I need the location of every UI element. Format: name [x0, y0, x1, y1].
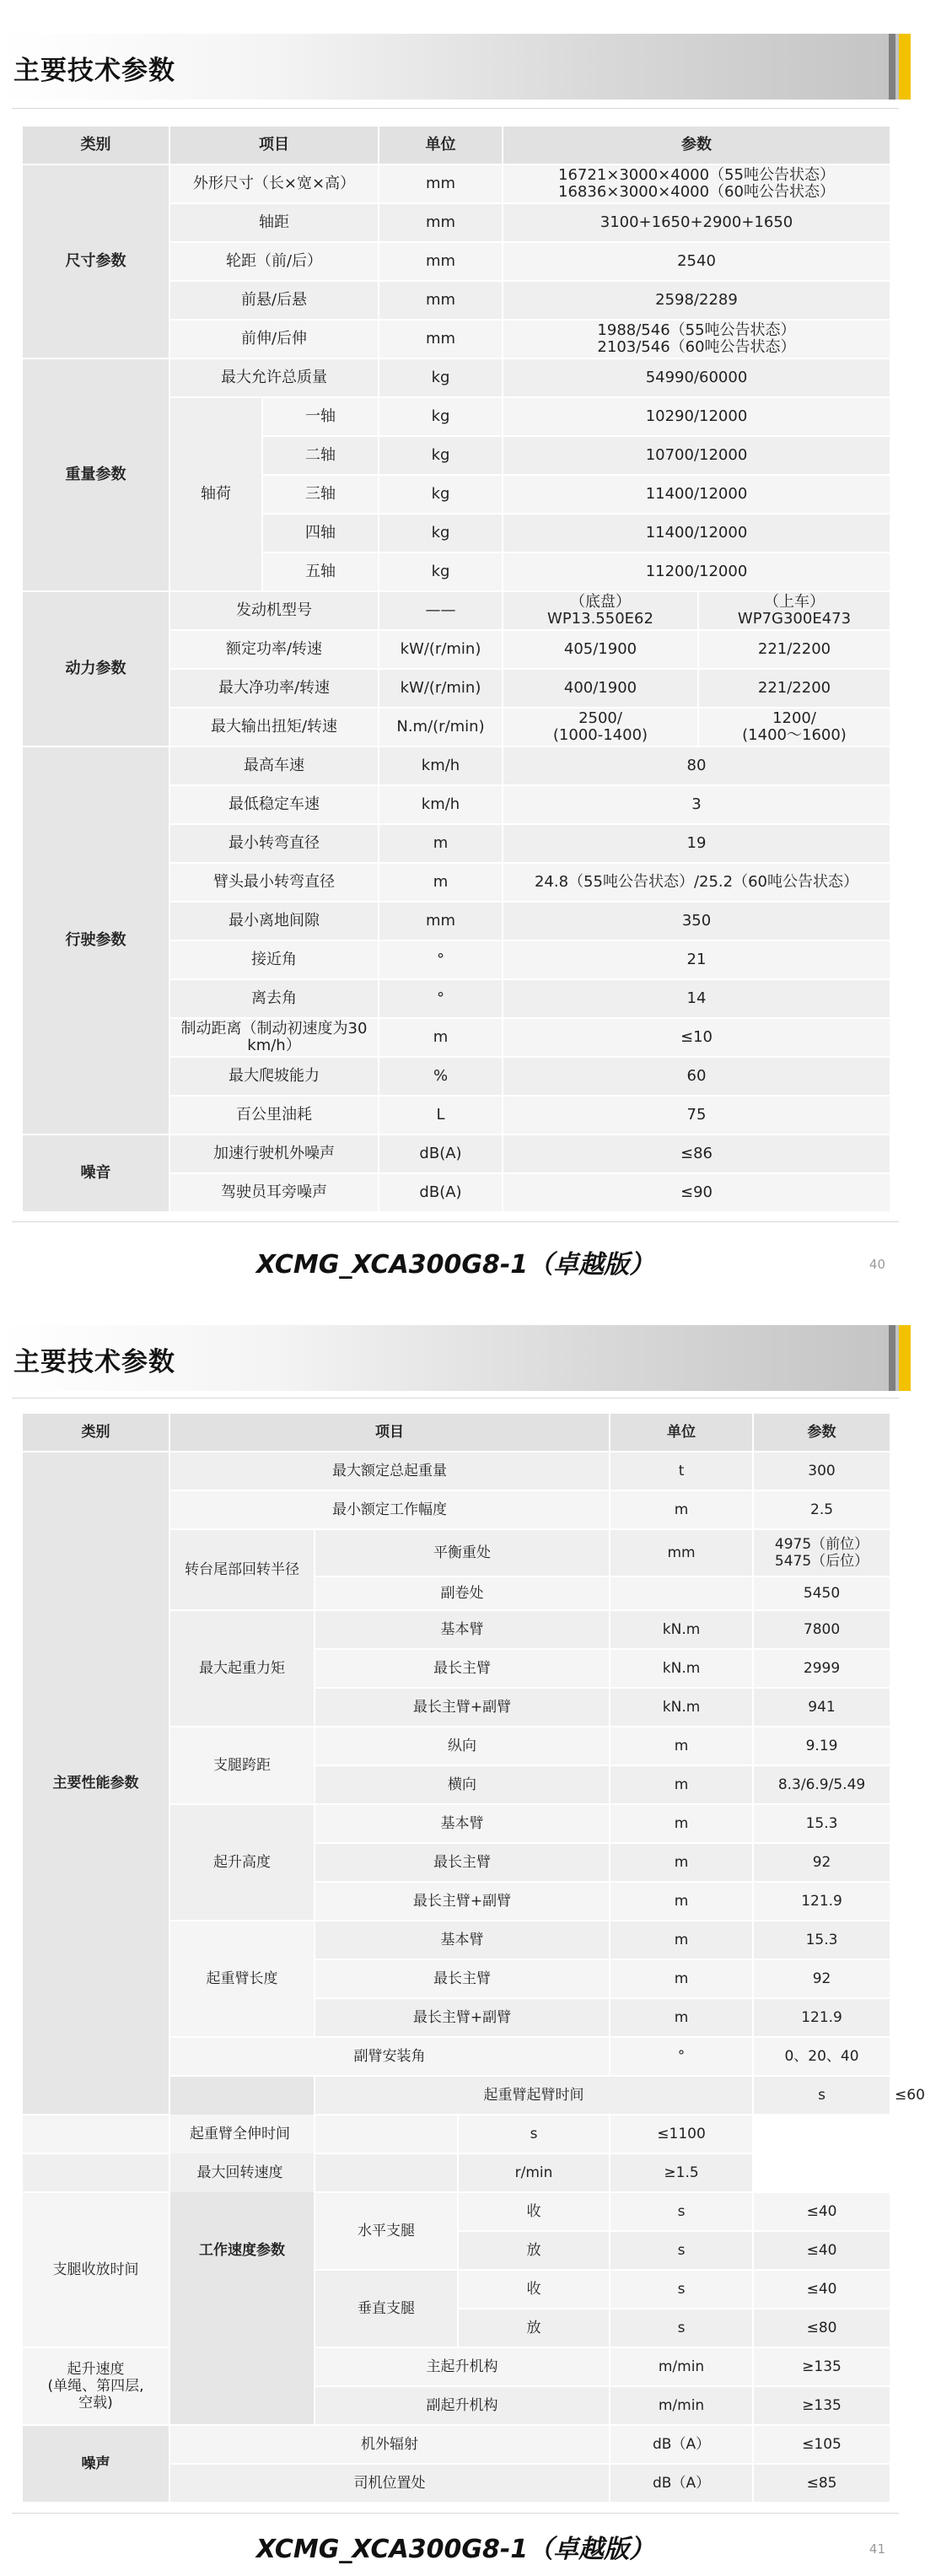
value-lift-height: 15.3 — [753, 1804, 890, 1843]
value-torque-upper: 1200/ (1400～1600) — [698, 708, 890, 746]
header-accent-yellow — [899, 34, 911, 100]
unit-luff-time: s — [753, 2076, 890, 2115]
item-span: 纵向 — [315, 1727, 610, 1765]
item-noise-cab: 司机位置处 — [169, 2464, 610, 2503]
value-noise-cab: ≤85 — [753, 2464, 890, 2503]
unit-max-mass: kg — [379, 358, 503, 397]
axle-value: 10700/12000 — [503, 436, 890, 475]
item-boom-length: 最长主臂 — [315, 1959, 610, 1998]
value-max-mass: 54990/60000 — [503, 358, 890, 397]
unit-wheelbase: mm — [379, 203, 503, 242]
value-engine-chassis: （底盘） WP13.550E62 — [503, 591, 698, 630]
unit-jib-angle: ° — [610, 2037, 753, 2076]
header-value: 参数 — [753, 1413, 890, 1452]
item-telescope-time: 起重臂全伸时间 — [22, 2115, 458, 2153]
unit-overhang: mm — [379, 281, 503, 320]
unit-min-radius: m — [610, 1490, 753, 1529]
item-max-load: 最大额定总起重量 — [169, 1452, 610, 1490]
table-row — [22, 1134, 890, 1173]
item-rated-power: 额定功率/转速 — [169, 630, 379, 669]
item-noise-out: 加速行驶机外噪声 — [169, 1134, 379, 1173]
footer-model-title: XCMG_XCA300G8-1（卓越版） — [255, 2535, 655, 2564]
axle-value: 11200/12000 — [503, 552, 890, 591]
unit-noise-in: dB(A) — [379, 1173, 503, 1212]
unit-lift-height: m — [610, 1843, 753, 1882]
unit-dims: mm — [379, 164, 503, 203]
table-row — [22, 1452, 890, 1490]
value-net-power-upper: 221/2200 — [698, 669, 890, 708]
unit-telescope-time: s — [458, 2115, 610, 2153]
item-max-speed: 最高车速 — [169, 746, 379, 785]
unit-outrigger: s — [610, 2270, 753, 2309]
page-number: 41 — [869, 2541, 885, 2557]
unit-net-power: kW/(r/min) — [379, 669, 503, 708]
unit-outrigger: s — [610, 2309, 753, 2347]
unit-track: mm — [379, 242, 503, 281]
axle-label: 二轴 — [262, 436, 379, 475]
unit-span: m — [610, 1765, 753, 1804]
unit-main-hoist: m/min — [610, 2347, 753, 2386]
header-accent-gray — [889, 1325, 895, 1391]
value-approach: 21 — [503, 940, 890, 979]
value-aux-hoist: ≥135 — [753, 2386, 890, 2425]
value-jib-angle: 0、20、40 — [753, 2037, 890, 2076]
item-moment: 最长主臂 — [315, 1649, 610, 1688]
header-item: 项目 — [169, 126, 379, 164]
value-span: 8.3/6.9/5.49 — [753, 1765, 890, 1804]
retract-label: 收 — [458, 2192, 610, 2231]
unit-min-turn: m — [379, 824, 503, 863]
unit-rated-power: kW/(r/min) — [379, 630, 503, 669]
lift-height-label: 起升高度 — [169, 1804, 315, 1921]
item-min-turn: 最小转弯直径 — [169, 824, 379, 863]
outrigger-span-label: 支腿跨距 — [169, 1727, 315, 1804]
value-extension: 1988/546（55吨公告状态） 2103/546（60吨公告状态） — [503, 320, 890, 358]
axle-load-label: 轴荷 — [169, 397, 262, 591]
header-category: 类别 — [22, 1413, 169, 1452]
unit-lift-height: m — [610, 1804, 753, 1843]
value-max-load: 300 — [753, 1452, 890, 1490]
category-weight: 重量参数 — [22, 358, 169, 591]
table-row — [22, 164, 890, 203]
value-main-hoist: ≥135 — [753, 2347, 890, 2386]
category-noise: 噪音 — [22, 1134, 169, 1212]
unit-moment: kN.m — [610, 1688, 753, 1727]
category-driving: 行驶参数 — [22, 746, 169, 1134]
category-speed: 工作速度参数 — [169, 2076, 315, 2425]
value-dims: 16721×3000×4000（55吨公告状态） 16836×3000×4000（60吨公告状态） — [503, 164, 890, 203]
item-wheelbase: 轴距 — [169, 203, 379, 242]
item-fuel: 百公里油耗 — [169, 1096, 379, 1134]
item-lift-height: 最长主臂 — [315, 1843, 610, 1882]
value-moment: 7800 — [753, 1610, 890, 1649]
item-grade: 最大爬坡能力 — [169, 1057, 379, 1096]
divider — [12, 108, 899, 109]
tail-radius-label: 转台尾部回转半径 — [169, 1529, 315, 1610]
unit-max-load: t — [610, 1452, 753, 1490]
table-row — [22, 358, 890, 397]
value-min-radius: 2.5 — [753, 1490, 890, 1529]
unit-aux-winch — [610, 1576, 753, 1610]
item-slew-speed: 最大回转速度 — [22, 2153, 458, 2192]
item-dims: 外形尺寸（长×宽×高） — [169, 164, 379, 203]
item-engine: 发动机型号 — [169, 591, 379, 630]
page-header — [0, 34, 911, 100]
footer-model-title: XCMG_XCA300G8-1（卓越版） — [255, 1250, 655, 1280]
table-header-row — [22, 126, 890, 164]
unit-noise-cab: dB（A） — [610, 2464, 753, 2503]
unit-moment: kN.m — [610, 1610, 753, 1649]
item-torque: 最大输出扭矩/转速 — [169, 708, 379, 746]
axle-unit: kg — [379, 436, 503, 475]
value-moment: 941 — [753, 1688, 890, 1727]
value-moment: 2999 — [753, 1649, 890, 1688]
item-luff-time: 起重臂起臂时间 — [315, 2076, 753, 2115]
axle-value: 11400/12000 — [503, 514, 890, 552]
value-slew-speed: ≥1.5 — [610, 2153, 753, 2192]
footer-divider — [12, 2513, 899, 2514]
header-accent-gray — [889, 34, 895, 100]
item-track: 轮距（前/后） — [169, 242, 379, 281]
value-noise-in: ≤90 — [503, 1173, 890, 1212]
table-row — [22, 746, 890, 785]
value-net-power-chassis: 400/1900 — [503, 669, 698, 708]
item-moment: 最长主臂+副臂 — [315, 1688, 610, 1727]
category-performance: 主要性能参数 — [22, 1452, 169, 2115]
table-row — [22, 2153, 890, 2192]
horizontal-outrigger-label: 水平支腿 — [315, 2192, 458, 2270]
unit-boom-length: m — [610, 1959, 753, 1998]
value-boom-length: 121.9 — [753, 1998, 890, 2037]
item-moment: 基本臂 — [315, 1610, 610, 1649]
unit-departure: ° — [379, 979, 503, 1018]
value-span: 9.19 — [753, 1727, 890, 1765]
value-departure: 14 — [503, 979, 890, 1018]
spec-page-40 — [0, 0, 911, 1288]
value-overhang: 2598/2289 — [503, 281, 890, 320]
header-category: 类别 — [22, 126, 169, 164]
unit-grade: % — [379, 1057, 503, 1096]
unit-min-stable-speed: km/h — [379, 785, 503, 824]
item-min-radius: 最小额定工作幅度 — [169, 1490, 610, 1529]
value-boom-length: 92 — [753, 1959, 890, 1998]
value-engine-upper: （上车） WP7G300E473 — [698, 591, 890, 630]
value-boom-length: 15.3 — [753, 1921, 890, 1959]
header-unit: 单位 — [379, 126, 503, 164]
axle-label: 三轴 — [262, 475, 379, 514]
unit-approach: ° — [379, 940, 503, 979]
unit-span: m — [610, 1727, 753, 1765]
unit-max-speed: km/h — [379, 746, 503, 785]
item-noise-out: 机外辐射 — [169, 2425, 610, 2464]
value-ground-clearance: 350 — [503, 902, 890, 940]
item-net-power: 最大净功率/转速 — [169, 669, 379, 708]
category-size: 尺寸参数 — [22, 164, 169, 358]
item-noise-in: 驾驶员耳旁噪声 — [169, 1173, 379, 1212]
value-track: 2540 — [503, 242, 890, 281]
table-row — [22, 591, 890, 630]
outrigger-time-label: 支腿收放时间 — [22, 2192, 169, 2347]
value-rated-power-upper: 221/2200 — [698, 630, 890, 669]
axle-label: 五轴 — [262, 552, 379, 591]
value-min-stable-speed: 3 — [503, 785, 890, 824]
axle-label: 一轴 — [262, 397, 379, 436]
axle-unit: kg — [379, 475, 503, 514]
unit-braking: m — [379, 1018, 503, 1057]
unit-boom-length: m — [610, 1998, 753, 2037]
item-main-hoist: 主起升机构 — [315, 2347, 610, 2386]
value-lift-height: 121.9 — [753, 1882, 890, 1921]
value-boom-turn: 24.8（55吨公告状态）/25.2（60吨公告状态） — [503, 863, 890, 902]
value-noise-out: ≤105 — [753, 2425, 890, 2464]
axle-label: 四轴 — [262, 514, 379, 552]
item-overhang: 前悬/后悬 — [169, 281, 379, 320]
unit-aux-hoist: m/min — [610, 2386, 753, 2425]
item-counterweight: 平衡重处 — [315, 1529, 610, 1576]
axle-value: 10290/12000 — [503, 397, 890, 436]
axle-unit: kg — [379, 514, 503, 552]
table-row — [22, 2192, 890, 2231]
vertical-outrigger-label: 垂直支腿 — [315, 2270, 458, 2347]
value-aux-winch: 5450 — [753, 1576, 890, 1610]
unit-moment: kN.m — [610, 1649, 753, 1688]
table-row — [22, 2425, 890, 2464]
item-aux-winch: 副卷处 — [315, 1576, 610, 1610]
max-moment-label: 最大起重力矩 — [169, 1610, 315, 1727]
value-counterweight: 4975（前位） 5475（后位） — [753, 1529, 890, 1576]
value-min-turn: 19 — [503, 824, 890, 863]
retract-label: 收 — [458, 2270, 610, 2309]
axle-unit: kg — [379, 552, 503, 591]
value-v-retract: ≤40 — [753, 2270, 890, 2309]
unit-extension: mm — [379, 320, 503, 358]
table-row: 工作速度参数 起重臂起臂时间 s ≤60 — [22, 2076, 890, 2115]
unit-outrigger: s — [610, 2231, 753, 2270]
spec-table — [21, 125, 891, 1213]
item-braking: 制动距离（制动初速度为30 km/h） — [169, 1018, 379, 1057]
value-noise-out: ≤86 — [503, 1134, 890, 1173]
axle-unit: kg — [379, 397, 503, 436]
hoist-speed-label: 起升速度 (单绳、第四层, 空载) — [22, 2347, 169, 2425]
header-unit: 单位 — [610, 1413, 753, 1452]
extend-label: 放 — [458, 2231, 610, 2270]
header-value: 参数 — [503, 126, 890, 164]
item-approach: 接近角 — [169, 940, 379, 979]
value-telescope-time: ≤1100 — [610, 2115, 753, 2153]
page-title: 主要技术参数 — [13, 56, 175, 86]
unit-engine: —— — [379, 591, 503, 630]
unit-outrigger: s — [610, 2192, 753, 2231]
axle-value: 11400/12000 — [503, 475, 890, 514]
item-min-stable-speed: 最低稳定车速 — [169, 785, 379, 824]
unit-slew-speed: r/min — [458, 2153, 610, 2192]
header-accent-yellow — [899, 1325, 911, 1391]
table-header-row — [22, 1413, 890, 1452]
item-span: 横向 — [315, 1765, 610, 1804]
item-lift-height: 最长主臂+副臂 — [315, 1882, 610, 1921]
item-boom-turn: 臂头最小转弯直径 — [169, 863, 379, 902]
unit-lift-height: m — [610, 1882, 753, 1921]
unit-ground-clearance: mm — [379, 902, 503, 940]
value-torque-chassis: 2500/ (1000-1400) — [503, 708, 698, 746]
unit-fuel: L — [379, 1096, 503, 1134]
value-v-extend: ≤80 — [753, 2309, 890, 2347]
item-ground-clearance: 最小离地间隙 — [169, 902, 379, 940]
page-number: 40 — [869, 1257, 885, 1272]
value-wheelbase: 3100+1650+2900+1650 — [503, 203, 890, 242]
item-boom-length: 最长主臂+副臂 — [315, 1998, 610, 2037]
item-lift-height: 基本臂 — [315, 1804, 610, 1843]
value-grade: 60 — [503, 1057, 890, 1096]
item-aux-hoist: 副起升机构 — [315, 2386, 610, 2425]
value-braking: ≤10 — [503, 1018, 890, 1057]
spec-table — [21, 1412, 925, 2503]
unit-noise-out: dB(A) — [379, 1134, 503, 1173]
value-h-retract: ≤40 — [753, 2192, 890, 2231]
item-max-mass: 最大允许总质量 — [169, 358, 379, 397]
value-max-speed: 80 — [503, 746, 890, 785]
boom-length-label: 起重臂长度 — [169, 1921, 315, 2037]
page-header — [0, 1325, 911, 1391]
page-title: 主要技术参数 — [13, 1347, 175, 1377]
unit-tail-radius: mm — [610, 1529, 753, 1576]
unit-boom-length: m — [610, 1921, 753, 1959]
item-extension: 前伸/后伸 — [169, 320, 379, 358]
item-boom-length: 基本臂 — [315, 1921, 610, 1959]
value-rated-power-chassis: 405/1900 — [503, 630, 698, 669]
unit-boom-turn: m — [379, 863, 503, 902]
header-item: 项目 — [169, 1413, 610, 1452]
category-noise: 噪声 — [22, 2425, 169, 2503]
item-departure: 离去角 — [169, 979, 379, 1018]
table-row — [22, 2115, 890, 2153]
extend-label: 放 — [458, 2309, 610, 2347]
unit-noise-out: dB（A） — [610, 2425, 753, 2464]
value-h-extend: ≤40 — [753, 2231, 890, 2270]
value-lift-height: 92 — [753, 1843, 890, 1882]
footer-divider — [12, 1221, 899, 1222]
unit-torque: N.m/(r/min) — [379, 708, 503, 746]
category-power: 动力参数 — [22, 591, 169, 746]
spec-page-41 — [0, 1288, 925, 2576]
table-row — [22, 2347, 890, 2386]
item-jib-angle: 副臂安装角 — [169, 2037, 610, 2076]
value-fuel: 75 — [503, 1096, 890, 1134]
